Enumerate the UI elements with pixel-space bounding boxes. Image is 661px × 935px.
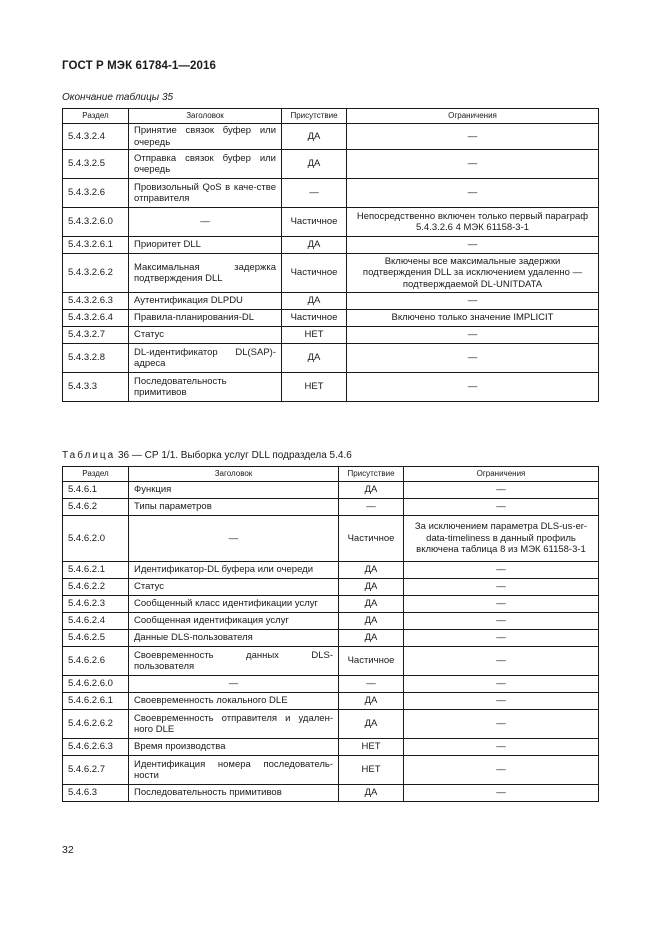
cell-title: Идентификатор-DL буфера или очереди bbox=[129, 562, 339, 579]
cell-title: Своевременность отправителя и удален-ного DLE bbox=[129, 710, 339, 739]
cell-section: 5.4.6.2.6 bbox=[63, 647, 129, 676]
table-row bbox=[63, 237, 599, 254]
column-header-title: Заголовок bbox=[129, 467, 339, 482]
column-header-section: Раздел bbox=[63, 467, 129, 482]
cell-presence: ДА bbox=[339, 630, 404, 647]
cell-section: 5.4.3.3 bbox=[63, 373, 129, 402]
cell-presence: ДА bbox=[282, 150, 347, 179]
cell-title: — bbox=[129, 516, 339, 562]
cell-section: 5.4.6.2.5 bbox=[63, 630, 129, 647]
cell-presence: — bbox=[339, 499, 404, 516]
cell-title: Приоритет DLL bbox=[129, 237, 282, 254]
cell-limits: — bbox=[347, 150, 599, 179]
cell-section: 5.4.3.2.5 bbox=[63, 150, 129, 179]
table-row bbox=[63, 739, 599, 756]
cell-presence: ДА bbox=[339, 562, 404, 579]
table-row bbox=[63, 150, 599, 179]
table-36 bbox=[62, 466, 599, 802]
cell-title: Статус bbox=[129, 579, 339, 596]
cell-section: 5.4.6.2.6.3 bbox=[63, 739, 129, 756]
page-number: 32 bbox=[62, 844, 74, 856]
table-header-row bbox=[63, 109, 599, 124]
cell-limits: — bbox=[404, 710, 599, 739]
cell-presence: НЕТ bbox=[282, 327, 347, 344]
cell-section: 5.4.3.2.7 bbox=[63, 327, 129, 344]
table-row bbox=[63, 756, 599, 785]
cell-section: 5.4.3.2.6.2 bbox=[63, 254, 129, 293]
cell-presence: ДА bbox=[339, 613, 404, 630]
table-row bbox=[63, 596, 599, 613]
cell-title: — bbox=[129, 676, 339, 693]
cell-title: Последовательность примитивов bbox=[129, 785, 339, 802]
cell-section: 5.4.3.2.6 bbox=[63, 179, 129, 208]
cell-section: 5.4.6.2.1 bbox=[63, 562, 129, 579]
table-row bbox=[63, 208, 599, 237]
table-row bbox=[63, 613, 599, 630]
cell-section: 5.4.6.2 bbox=[63, 499, 129, 516]
cell-section: 5.4.6.1 bbox=[63, 482, 129, 499]
cell-limits: — bbox=[347, 327, 599, 344]
table-row bbox=[63, 562, 599, 579]
cell-title: Статус bbox=[129, 327, 282, 344]
column-header-title: Заголовок bbox=[129, 109, 282, 124]
cell-presence: ДА bbox=[339, 596, 404, 613]
cell-section: 5.4.6.2.6.0 bbox=[63, 676, 129, 693]
table-row bbox=[63, 179, 599, 208]
column-header-presence: Присутствие bbox=[282, 109, 347, 124]
cell-presence: ДА bbox=[282, 124, 347, 150]
table-row bbox=[63, 676, 599, 693]
cell-section: 5.4.3.2.6.1 bbox=[63, 237, 129, 254]
column-header-section: Раздел bbox=[63, 109, 129, 124]
cell-presence: НЕТ bbox=[339, 756, 404, 785]
cell-title: Своевременность локального DLE bbox=[129, 693, 339, 710]
cell-title: Функция bbox=[129, 482, 339, 499]
cell-limits: — bbox=[404, 693, 599, 710]
cell-limits: — bbox=[404, 499, 599, 516]
cell-presence: ДА bbox=[282, 237, 347, 254]
cell-presence: Частичное bbox=[339, 516, 404, 562]
cell-limits: Включены все максимальные задержки подтверждения DLL за исключением удаленно — подтверждаемой DL-UNITDATA bbox=[347, 254, 599, 293]
cell-title: — bbox=[129, 208, 282, 237]
table-row bbox=[63, 254, 599, 293]
table-row bbox=[63, 293, 599, 310]
cell-section: 5.4.6.2.6.1 bbox=[63, 693, 129, 710]
cell-limits: — bbox=[347, 179, 599, 208]
table-row bbox=[63, 499, 599, 516]
cell-presence: ДА bbox=[339, 693, 404, 710]
table-row bbox=[63, 647, 599, 676]
cell-title: Время производства bbox=[129, 739, 339, 756]
cell-title: Отправка связок буфер или очередь bbox=[129, 150, 282, 179]
table-36-caption bbox=[62, 450, 352, 461]
table-row bbox=[63, 630, 599, 647]
cell-limits: — bbox=[347, 344, 599, 373]
cell-limits: — bbox=[404, 562, 599, 579]
cell-limits: Непосредственно включен только первый параграф 5.4.3.2.6 4 МЭК 61158-3-1 bbox=[347, 208, 599, 237]
cell-limits: — bbox=[347, 373, 599, 402]
cell-section: 5.4.6.2.2 bbox=[63, 579, 129, 596]
cell-limits: — bbox=[347, 124, 599, 150]
cell-section: 5.4.3.2.6.0 bbox=[63, 208, 129, 237]
table-35 bbox=[62, 108, 599, 402]
cell-section: 5.4.3.2.4 bbox=[63, 124, 129, 150]
cell-title: Данные DLS-пользователя bbox=[129, 630, 339, 647]
cell-title: Принятие связок буфер или очередь bbox=[129, 124, 282, 150]
table-36-caption-label: Таблица bbox=[62, 450, 116, 461]
cell-title: Последовательность примитивов bbox=[129, 373, 282, 402]
cell-title: Своевременность данных DLS-пользователя bbox=[129, 647, 339, 676]
cell-presence: Частичное bbox=[282, 310, 347, 327]
cell-title: Типы параметров bbox=[129, 499, 339, 516]
cell-limits: — bbox=[347, 237, 599, 254]
cell-limits: — bbox=[404, 596, 599, 613]
cell-presence: — bbox=[282, 179, 347, 208]
table-row bbox=[63, 693, 599, 710]
table-35-caption: Окончание таблицы 35 bbox=[62, 92, 174, 103]
cell-title: Сообщенная идентификация услуг bbox=[129, 613, 339, 630]
cell-title: Сообщенный класс идентификации услуг bbox=[129, 596, 339, 613]
table-row bbox=[63, 344, 599, 373]
table-row bbox=[63, 579, 599, 596]
cell-presence: Частичное bbox=[282, 254, 347, 293]
table-36-caption-text: 36 — СР 1/1. Выборка услуг DLL подраздела 5.4.6 bbox=[118, 450, 352, 461]
table-row bbox=[63, 516, 599, 562]
cell-section: 5.4.3.2.6.4 bbox=[63, 310, 129, 327]
cell-presence: — bbox=[339, 676, 404, 693]
table-row bbox=[63, 373, 599, 402]
cell-section: 5.4.6.2.3 bbox=[63, 596, 129, 613]
cell-section: 5.4.6.2.4 bbox=[63, 613, 129, 630]
cell-presence: Частичное bbox=[339, 647, 404, 676]
cell-limits: Включено только значение IMPLICIT bbox=[347, 310, 599, 327]
cell-presence: ДА bbox=[339, 482, 404, 499]
page-header: ГОСТ Р МЭК 61784-1—2016 bbox=[62, 60, 216, 72]
cell-section: 5.4.6.2.7 bbox=[63, 756, 129, 785]
cell-title: DL-идентификатор DL(SAP)-адреса bbox=[129, 344, 282, 373]
cell-presence: ДА bbox=[339, 710, 404, 739]
table-row bbox=[63, 785, 599, 802]
cell-title: Идентификация номера последователь-ности bbox=[129, 756, 339, 785]
table-row bbox=[63, 327, 599, 344]
cell-limits: — bbox=[404, 739, 599, 756]
cell-limits: — bbox=[404, 482, 599, 499]
cell-title: Правила-планирования-DL bbox=[129, 310, 282, 327]
cell-limits: — bbox=[404, 647, 599, 676]
cell-section: 5.4.3.2.8 bbox=[63, 344, 129, 373]
column-header-limits: Ограничения bbox=[347, 109, 599, 124]
column-header-presence: Присутствие bbox=[339, 467, 404, 482]
cell-presence: ДА bbox=[339, 579, 404, 596]
cell-limits: — bbox=[404, 613, 599, 630]
cell-presence: НЕТ bbox=[282, 373, 347, 402]
column-header-limits: Ограничения bbox=[404, 467, 599, 482]
cell-limits: — bbox=[404, 630, 599, 647]
table-row bbox=[63, 124, 599, 150]
cell-title: Провизольный QoS в каче-стве отправителя bbox=[129, 179, 282, 208]
cell-limits: — bbox=[404, 676, 599, 693]
cell-presence: НЕТ bbox=[339, 739, 404, 756]
cell-presence: Частичное bbox=[282, 208, 347, 237]
cell-section: 5.4.3.2.6.3 bbox=[63, 293, 129, 310]
cell-section: 5.4.6.3 bbox=[63, 785, 129, 802]
cell-limits: — bbox=[404, 579, 599, 596]
cell-presence: ДА bbox=[282, 293, 347, 310]
table-row bbox=[63, 482, 599, 499]
table-row bbox=[63, 710, 599, 739]
cell-presence: ДА bbox=[282, 344, 347, 373]
cell-limits: — bbox=[404, 756, 599, 785]
table-header-row bbox=[63, 467, 599, 482]
cell-presence: ДА bbox=[339, 785, 404, 802]
cell-limits: За исключением параметра DLS-us-er- data-timeliness в данный профиль включена таблица 8 из МЭК 61158-3-1 bbox=[404, 516, 599, 562]
cell-section: 5.4.6.2.0 bbox=[63, 516, 129, 562]
cell-section: 5.4.6.2.6.2 bbox=[63, 710, 129, 739]
cell-title: Максимальная задержка подтверждения DLL bbox=[129, 254, 282, 293]
table-row bbox=[63, 310, 599, 327]
cell-title: Аутентификация DLPDU bbox=[129, 293, 282, 310]
cell-limits: — bbox=[347, 293, 599, 310]
cell-limits: — bbox=[404, 785, 599, 802]
